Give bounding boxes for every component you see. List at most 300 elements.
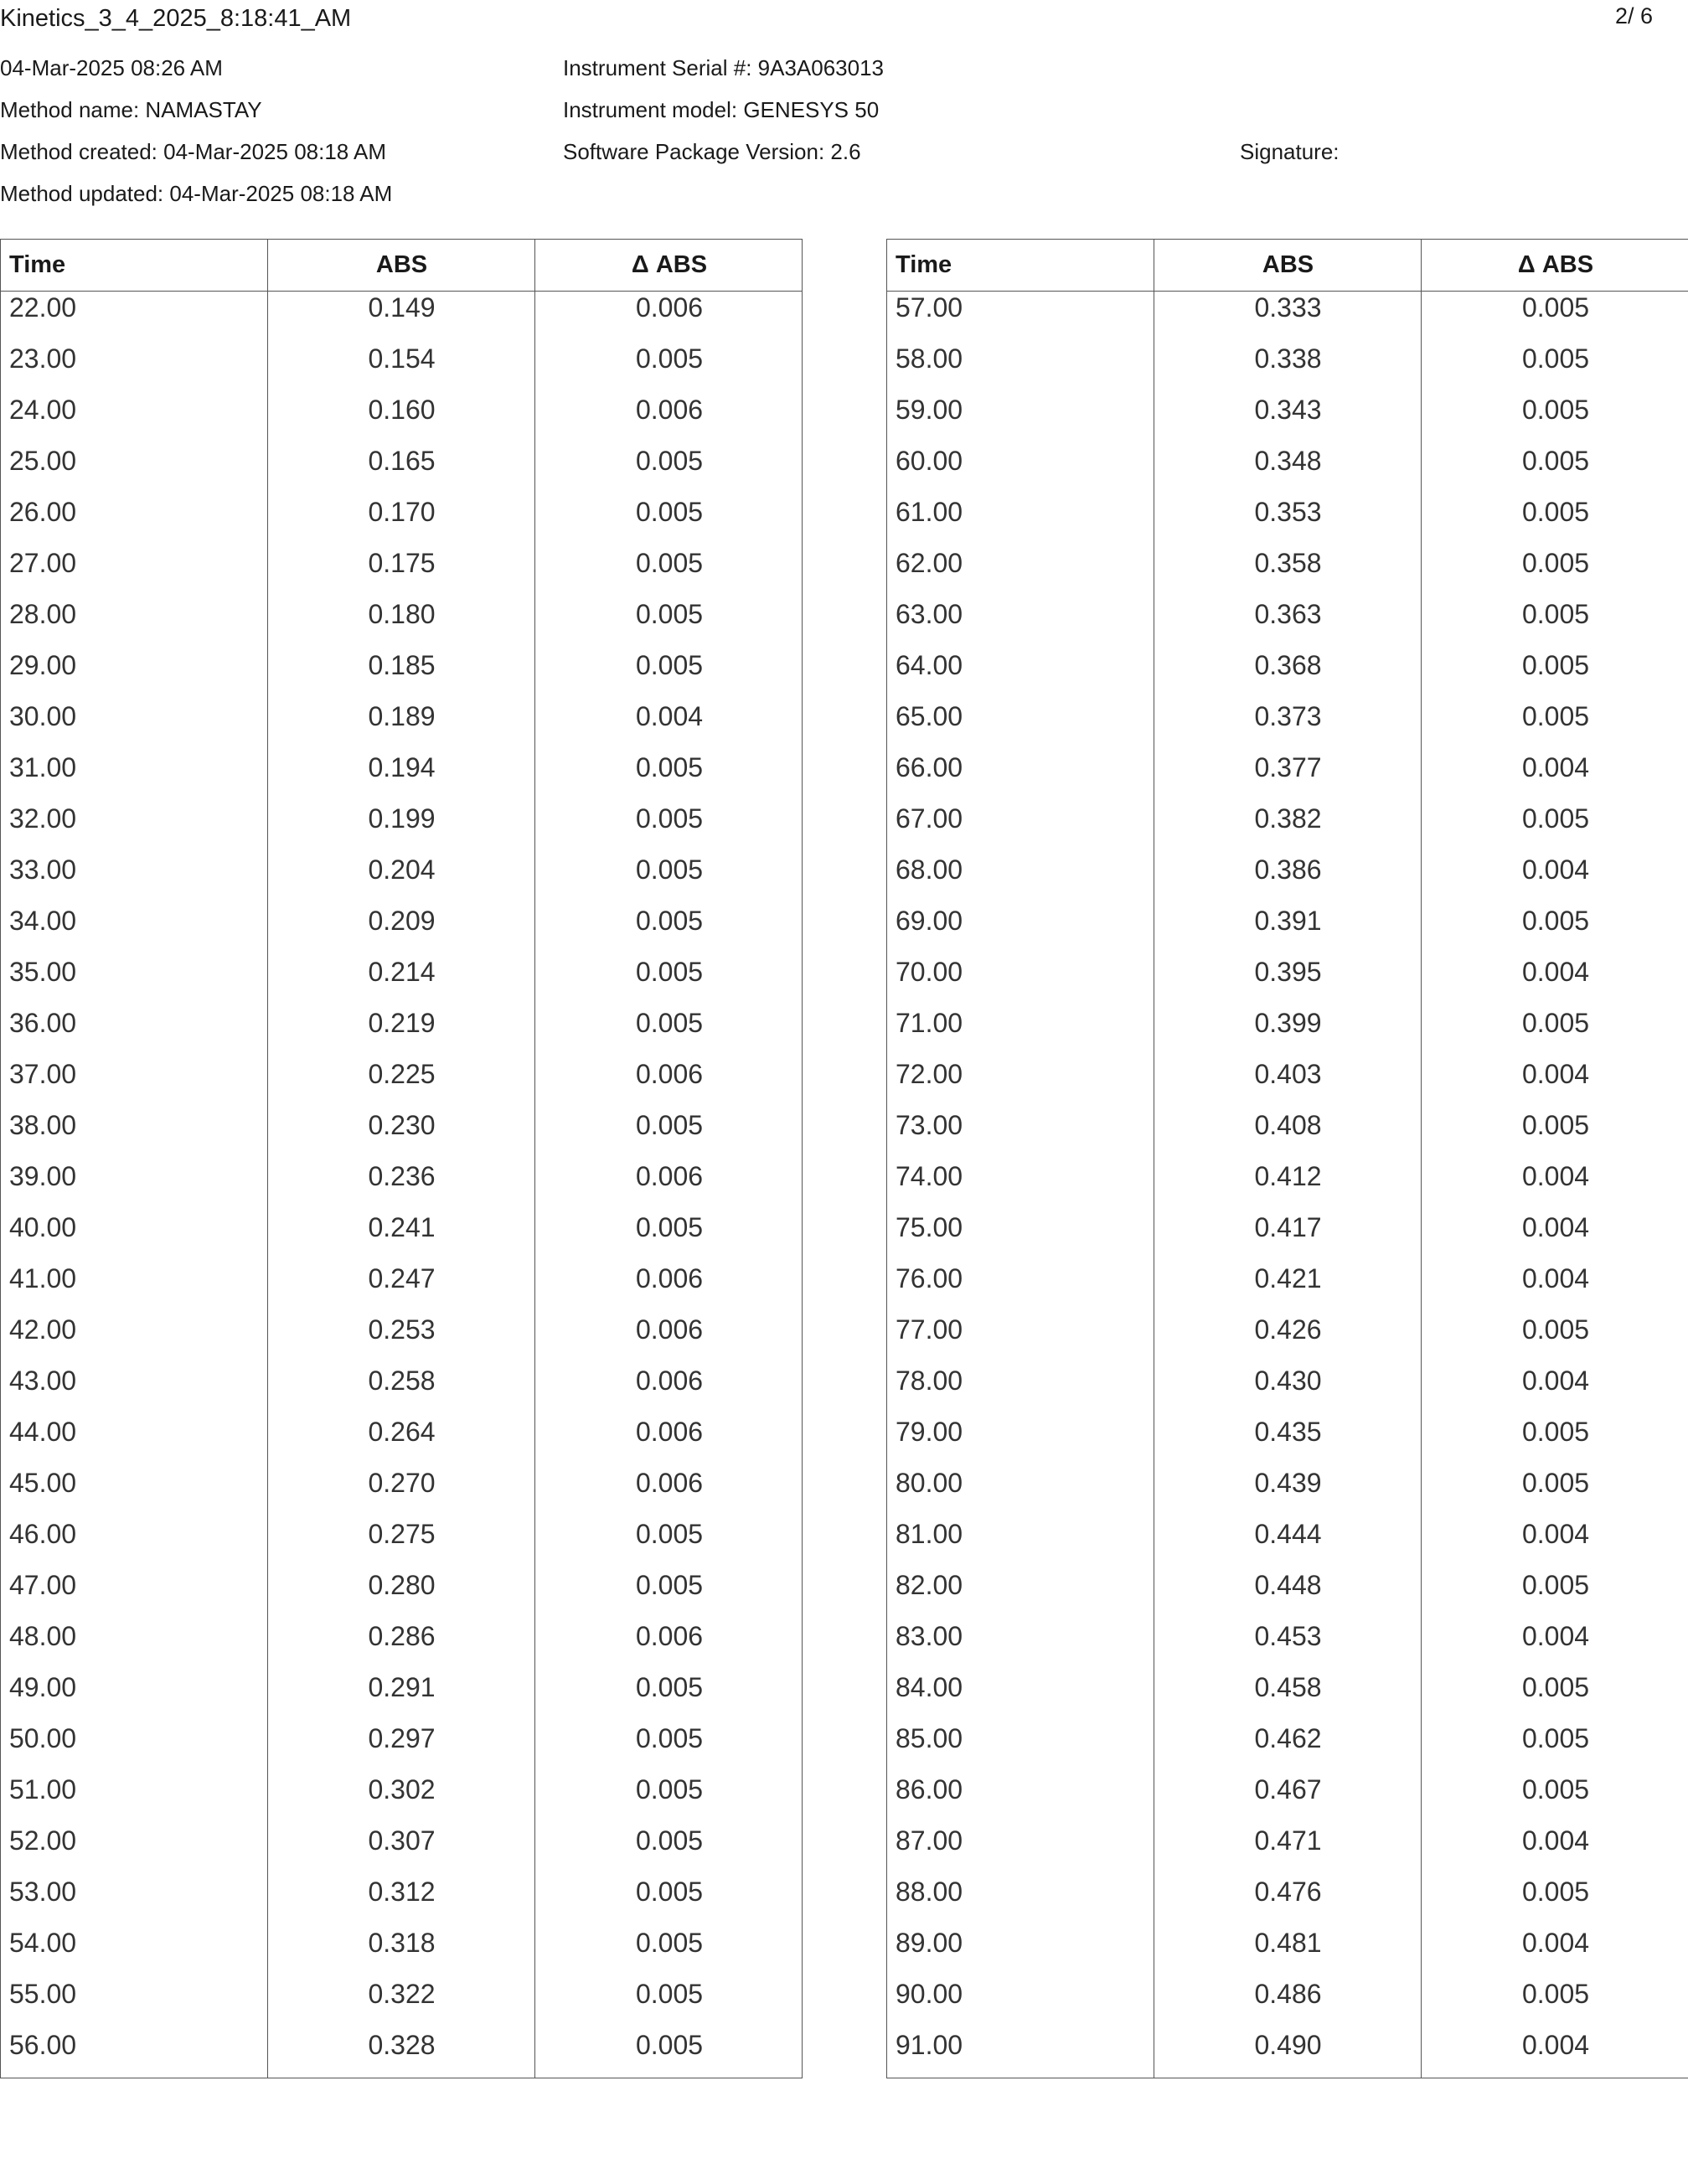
table-row	[887, 1212, 1688, 1263]
delta-abs-cell: 0.005	[1521, 599, 1590, 629]
delta-abs-cell: 0.005	[635, 803, 704, 834]
column-header-abs: ABS	[1262, 251, 1314, 278]
abs-cell: 0.467	[1254, 1774, 1322, 1805]
abs-cell: 0.338	[1254, 343, 1322, 374]
time-cell: 53.00	[9, 1877, 77, 1907]
report-title: Kinetics_3_4_2025_8:18:41_AM	[0, 5, 352, 32]
time-cell: 76.00	[896, 1263, 963, 1293]
time-cell: 52.00	[9, 1825, 77, 1856]
table-row	[887, 1417, 1688, 1468]
table-row	[887, 1570, 1688, 1621]
abs-cell: 0.199	[368, 803, 436, 834]
header-divider	[1, 291, 802, 292]
abs-cell: 0.258	[368, 1366, 436, 1396]
method-created: Method created: 04-Mar-2025 08:18 AM	[0, 139, 387, 164]
delta-abs-cell: 0.004	[1521, 1059, 1590, 1089]
page-number: 2/ 6	[1615, 3, 1654, 28]
delta-abs-cell: 0.005	[1521, 1774, 1590, 1805]
time-cell: 35.00	[9, 957, 77, 987]
time-cell: 88.00	[896, 1877, 963, 1907]
table-row	[1, 395, 802, 446]
time-cell: 61.00	[896, 497, 963, 527]
delta-abs-cell: 0.005	[635, 752, 704, 782]
table-row	[887, 2030, 1688, 2081]
table-row	[1, 1212, 802, 1263]
table-row	[887, 1161, 1688, 1212]
method-updated: Method updated: 04-Mar-2025 08:18 AM	[0, 181, 393, 206]
table-row	[1, 1723, 802, 1774]
abs-cell: 0.399	[1254, 1008, 1322, 1038]
abs-cell: 0.275	[368, 1519, 436, 1549]
abs-cell: 0.382	[1254, 803, 1322, 834]
abs-cell: 0.417	[1254, 1212, 1322, 1242]
abs-cell: 0.408	[1254, 1110, 1322, 1140]
table-row	[887, 446, 1688, 497]
abs-cell: 0.448	[1254, 1570, 1322, 1600]
column-header-time: Time	[896, 251, 952, 278]
delta-abs-cell: 0.004	[1521, 1928, 1590, 1958]
delta-abs-cell: 0.005	[635, 1774, 704, 1805]
table-row	[887, 701, 1688, 752]
abs-cell: 0.403	[1254, 1059, 1322, 1089]
time-cell: 22.00	[9, 292, 77, 323]
time-cell: 31.00	[9, 752, 77, 782]
table-row	[887, 1825, 1688, 1877]
abs-cell: 0.471	[1254, 1825, 1322, 1856]
abs-cell: 0.307	[368, 1825, 436, 1856]
abs-cell: 0.426	[1254, 1314, 1322, 1345]
table-row	[887, 292, 1688, 343]
abs-cell: 0.490	[1254, 2030, 1322, 2060]
abs-cell: 0.386	[1254, 854, 1322, 885]
table-row	[1, 1314, 802, 1366]
time-cell: 79.00	[896, 1417, 963, 1447]
delta-abs-cell: 0.005	[635, 1928, 704, 1958]
table-row	[1, 599, 802, 650]
delta-abs-cell: 0.004	[1521, 1366, 1590, 1396]
table-row	[887, 1877, 1688, 1928]
time-cell: 29.00	[9, 650, 77, 680]
delta-abs-cell: 0.005	[1521, 497, 1590, 527]
abs-cell: 0.430	[1254, 1366, 1322, 1396]
abs-cell: 0.412	[1254, 1161, 1322, 1191]
time-cell: 30.00	[9, 701, 77, 731]
time-cell: 87.00	[896, 1825, 963, 1856]
column-header-time: Time	[9, 251, 66, 278]
abs-cell: 0.280	[368, 1570, 436, 1600]
table-row	[1, 1519, 802, 1570]
time-cell: 91.00	[896, 2030, 963, 2060]
delta-abs-cell: 0.005	[1521, 548, 1590, 578]
table-row	[887, 599, 1688, 650]
abs-cell: 0.160	[368, 395, 436, 425]
abs-cell: 0.297	[368, 1723, 436, 1753]
time-cell: 46.00	[9, 1519, 77, 1549]
delta-abs-cell: 0.005	[635, 1672, 704, 1702]
abs-cell: 0.180	[368, 599, 436, 629]
delta-abs-cell: 0.004	[1521, 1621, 1590, 1651]
time-cell: 27.00	[9, 548, 77, 578]
table-row	[1, 1059, 802, 1110]
header-divider	[887, 291, 1688, 292]
time-cell: 65.00	[896, 701, 963, 731]
delta-abs-cell: 0.005	[1521, 1877, 1590, 1907]
delta-abs-cell: 0.005	[635, 650, 704, 680]
table-row	[1, 1110, 802, 1161]
time-cell: 38.00	[9, 1110, 77, 1140]
delta-abs-cell: 0.005	[1521, 1008, 1590, 1038]
delta-abs-cell: 0.005	[635, 1877, 704, 1907]
abs-cell: 0.458	[1254, 1672, 1322, 1702]
delta-abs-cell: 0.005	[1521, 1314, 1590, 1345]
table-row	[1, 1621, 802, 1672]
time-cell: 67.00	[896, 803, 963, 834]
time-cell: 54.00	[9, 1928, 77, 1958]
abs-cell: 0.453	[1254, 1621, 1322, 1651]
abs-cell: 0.486	[1254, 1979, 1322, 2009]
time-cell: 82.00	[896, 1570, 963, 1600]
software-version: Software Package Version: 2.6	[563, 139, 861, 164]
time-cell: 84.00	[896, 1672, 963, 1702]
abs-cell: 0.322	[368, 1979, 436, 2009]
delta-abs-cell: 0.004	[1521, 1263, 1590, 1293]
table-row	[1, 1825, 802, 1877]
table-row	[1, 1263, 802, 1314]
delta-abs-cell: 0.005	[1521, 1672, 1590, 1702]
time-cell: 43.00	[9, 1366, 77, 1396]
table-row	[1, 292, 802, 343]
delta-abs-cell: 0.006	[635, 395, 704, 425]
abs-cell: 0.204	[368, 854, 436, 885]
delta-abs-cell: 0.005	[1521, 1417, 1590, 1447]
delta-abs-cell: 0.005	[1521, 1979, 1590, 2009]
abs-cell: 0.462	[1254, 1723, 1322, 1753]
time-cell: 83.00	[896, 1621, 963, 1651]
delta-abs-cell: 0.005	[635, 343, 704, 374]
delta-abs-cell: 0.005	[635, 1519, 704, 1549]
abs-cell: 0.395	[1254, 957, 1322, 987]
kinetics-table-left	[0, 239, 803, 2078]
abs-cell: 0.236	[368, 1161, 436, 1191]
table-row	[1, 650, 802, 701]
table-row	[887, 1314, 1688, 1366]
delta-abs-cell: 0.006	[635, 1263, 704, 1293]
abs-cell: 0.247	[368, 1263, 436, 1293]
abs-cell: 0.219	[368, 1008, 436, 1038]
delta-abs-cell: 0.005	[1521, 395, 1590, 425]
abs-cell: 0.291	[368, 1672, 436, 1702]
table-row	[1, 548, 802, 599]
abs-cell: 0.343	[1254, 395, 1322, 425]
abs-cell: 0.165	[368, 446, 436, 476]
table-row	[887, 854, 1688, 906]
table-row	[1, 1417, 802, 1468]
kinetics-table-right	[886, 239, 1688, 2078]
time-cell: 62.00	[896, 548, 963, 578]
time-cell: 40.00	[9, 1212, 77, 1242]
report-datetime: 04-Mar-2025 08:26 AM	[0, 55, 223, 80]
abs-cell: 0.444	[1254, 1519, 1322, 1549]
time-cell: 57.00	[896, 292, 963, 323]
time-cell: 81.00	[896, 1519, 963, 1549]
abs-cell: 0.270	[368, 1468, 436, 1498]
abs-cell: 0.154	[368, 343, 436, 374]
delta-abs-cell: 0.005	[635, 1110, 704, 1140]
delta-abs-cell: 0.005	[1521, 343, 1590, 374]
delta-abs-cell: 0.004	[1521, 854, 1590, 885]
delta-abs-cell: 0.005	[635, 446, 704, 476]
delta-abs-cell: 0.005	[1521, 701, 1590, 731]
table-row	[1, 701, 802, 752]
time-cell: 70.00	[896, 957, 963, 987]
time-cell: 66.00	[896, 752, 963, 782]
delta-abs-cell: 0.005	[635, 906, 704, 936]
table-row	[887, 1008, 1688, 1059]
delta-abs-cell: 0.005	[1521, 1570, 1590, 1600]
time-cell: 37.00	[9, 1059, 77, 1089]
time-cell: 58.00	[896, 343, 963, 374]
delta-abs-cell: 0.005	[635, 1212, 704, 1242]
abs-cell: 0.302	[368, 1774, 436, 1805]
delta-abs-cell: 0.005	[1521, 292, 1590, 323]
time-cell: 48.00	[9, 1621, 77, 1651]
signature-label: Signature:	[1240, 139, 1340, 164]
table-row	[887, 1110, 1688, 1161]
time-cell: 90.00	[896, 1979, 963, 2009]
delta-abs-cell: 0.006	[635, 1059, 704, 1089]
abs-cell: 0.286	[368, 1621, 436, 1651]
abs-cell: 0.377	[1254, 752, 1322, 782]
time-cell: 25.00	[9, 446, 77, 476]
table-row	[1, 1979, 802, 2030]
delta-abs-cell: 0.004	[1521, 957, 1590, 987]
table-row	[1, 343, 802, 395]
time-cell: 32.00	[9, 803, 77, 834]
table-row	[887, 906, 1688, 957]
table-row	[887, 343, 1688, 395]
abs-cell: 0.328	[368, 2030, 436, 2060]
abs-cell: 0.318	[368, 1928, 436, 1958]
time-cell: 33.00	[9, 854, 77, 885]
time-cell: 89.00	[896, 1928, 963, 1958]
table-row	[1, 803, 802, 854]
table-row	[1, 752, 802, 803]
column-header-abs: ABS	[375, 251, 428, 278]
table-row	[887, 803, 1688, 854]
table-row	[887, 1059, 1688, 1110]
table-row	[1, 497, 802, 548]
table-row	[1, 906, 802, 957]
delta-abs-cell: 0.006	[635, 1366, 704, 1396]
delta-abs-cell: 0.005	[1521, 650, 1590, 680]
abs-cell: 0.353	[1254, 497, 1322, 527]
time-cell: 63.00	[896, 599, 963, 629]
delta-abs-cell: 0.005	[1521, 446, 1590, 476]
delta-abs-cell: 0.004	[1521, 1825, 1590, 1856]
time-cell: 73.00	[896, 1110, 963, 1140]
delta-abs-cell: 0.005	[635, 854, 704, 885]
delta-abs-cell: 0.005	[635, 1008, 704, 1038]
abs-cell: 0.363	[1254, 599, 1322, 629]
time-cell: 59.00	[896, 395, 963, 425]
delta-abs-cell: 0.005	[635, 2030, 704, 2060]
delta-abs-cell: 0.005	[1521, 803, 1590, 834]
abs-cell: 0.185	[368, 650, 436, 680]
abs-cell: 0.373	[1254, 701, 1322, 731]
delta-abs-cell: 0.004	[1521, 2030, 1590, 2060]
abs-cell: 0.421	[1254, 1263, 1322, 1293]
delta-abs-cell: 0.004	[1521, 1519, 1590, 1549]
delta-abs-cell: 0.005	[1521, 1110, 1590, 1140]
column-header-delta-abs: Δ ABS	[631, 251, 708, 278]
table-row	[887, 1519, 1688, 1570]
table-row	[887, 395, 1688, 446]
abs-cell: 0.368	[1254, 650, 1322, 680]
abs-cell: 0.175	[368, 548, 436, 578]
delta-abs-cell: 0.006	[635, 1417, 704, 1447]
abs-cell: 0.312	[368, 1877, 436, 1907]
table-row	[1, 1928, 802, 1979]
table-row	[1, 1570, 802, 1621]
table-row	[1, 446, 802, 497]
method-name: Method name: NAMASTAY	[0, 97, 262, 122]
table-row	[887, 497, 1688, 548]
delta-abs-cell: 0.005	[1521, 1468, 1590, 1498]
abs-cell: 0.241	[368, 1212, 436, 1242]
time-cell: 24.00	[9, 395, 77, 425]
delta-abs-cell: 0.005	[635, 1825, 704, 1856]
table-row	[1, 1366, 802, 1417]
delta-abs-cell: 0.005	[1521, 1723, 1590, 1753]
delta-abs-cell: 0.005	[635, 1979, 704, 2009]
abs-cell: 0.253	[368, 1314, 436, 1345]
time-cell: 77.00	[896, 1314, 963, 1345]
delta-abs-cell: 0.004	[1521, 1161, 1590, 1191]
time-cell: 26.00	[9, 497, 77, 527]
abs-cell: 0.214	[368, 957, 436, 987]
time-cell: 55.00	[9, 1979, 77, 2009]
table-row	[887, 1928, 1688, 1979]
time-cell: 80.00	[896, 1468, 963, 1498]
time-cell: 78.00	[896, 1366, 963, 1396]
instrument-model: Instrument model: GENESYS 50	[563, 97, 880, 122]
abs-cell: 0.194	[368, 752, 436, 782]
time-cell: 85.00	[896, 1723, 963, 1753]
delta-abs-cell: 0.005	[1521, 906, 1590, 936]
time-cell: 41.00	[9, 1263, 77, 1293]
table-row	[887, 1672, 1688, 1723]
table-row	[887, 957, 1688, 1008]
delta-abs-cell: 0.006	[635, 1161, 704, 1191]
delta-abs-cell: 0.006	[635, 1621, 704, 1651]
abs-cell: 0.333	[1254, 292, 1322, 323]
abs-cell: 0.209	[368, 906, 436, 936]
abs-cell: 0.481	[1254, 1928, 1322, 1958]
table-row	[1, 1008, 802, 1059]
abs-cell: 0.264	[368, 1417, 436, 1447]
delta-abs-cell: 0.006	[635, 292, 704, 323]
column-header-delta-abs: Δ ABS	[1517, 251, 1594, 278]
table-row	[887, 548, 1688, 599]
time-cell: 45.00	[9, 1468, 77, 1498]
time-cell: 47.00	[9, 1570, 77, 1600]
delta-abs-cell: 0.005	[635, 1570, 704, 1600]
time-cell: 42.00	[9, 1314, 77, 1345]
time-cell: 56.00	[9, 2030, 77, 2060]
table-row	[1, 1161, 802, 1212]
table-row	[1, 1877, 802, 1928]
table-row	[887, 1468, 1688, 1519]
time-cell: 28.00	[9, 599, 77, 629]
table-body	[1, 292, 802, 2081]
abs-cell: 0.358	[1254, 548, 1322, 578]
delta-abs-cell: 0.006	[635, 1468, 704, 1498]
time-cell: 71.00	[896, 1008, 963, 1038]
time-cell: 34.00	[9, 906, 77, 936]
abs-cell: 0.348	[1254, 446, 1322, 476]
delta-abs-cell: 0.004	[1521, 752, 1590, 782]
time-cell: 75.00	[896, 1212, 963, 1242]
time-cell: 68.00	[896, 854, 963, 885]
abs-cell: 0.149	[368, 292, 436, 323]
instrument-serial: Instrument Serial #: 9A3A063013	[563, 55, 885, 80]
table-row	[887, 752, 1688, 803]
time-cell: 50.00	[9, 1723, 77, 1753]
time-cell: 23.00	[9, 343, 77, 374]
time-cell: 49.00	[9, 1672, 77, 1702]
table-body	[887, 292, 1688, 2081]
table-row	[887, 1366, 1688, 1417]
time-cell: 39.00	[9, 1161, 77, 1191]
time-cell: 72.00	[896, 1059, 963, 1089]
abs-cell: 0.435	[1254, 1417, 1322, 1447]
time-cell: 60.00	[896, 446, 963, 476]
table-row	[887, 650, 1688, 701]
delta-abs-cell: 0.005	[635, 548, 704, 578]
table-row	[1, 1774, 802, 1825]
time-cell: 86.00	[896, 1774, 963, 1805]
table-row	[1, 1468, 802, 1519]
abs-cell: 0.391	[1254, 906, 1322, 936]
table-row	[1, 957, 802, 1008]
table-row	[887, 1621, 1688, 1672]
table-row	[1, 1672, 802, 1723]
delta-abs-cell: 0.005	[635, 599, 704, 629]
abs-cell: 0.225	[368, 1059, 436, 1089]
time-cell: 74.00	[896, 1161, 963, 1191]
table-row	[1, 854, 802, 906]
abs-cell: 0.230	[368, 1110, 436, 1140]
delta-abs-cell: 0.004	[635, 701, 704, 731]
delta-abs-cell: 0.005	[635, 957, 704, 987]
delta-abs-cell: 0.006	[635, 1314, 704, 1345]
table-row	[887, 1979, 1688, 2030]
delta-abs-cell: 0.005	[635, 1723, 704, 1753]
abs-cell: 0.189	[368, 701, 436, 731]
time-cell: 51.00	[9, 1774, 77, 1805]
time-cell: 36.00	[9, 1008, 77, 1038]
table-row	[1, 2030, 802, 2081]
delta-abs-cell: 0.004	[1521, 1212, 1590, 1242]
table-row	[887, 1774, 1688, 1825]
delta-abs-cell: 0.005	[635, 497, 704, 527]
abs-cell: 0.476	[1254, 1877, 1322, 1907]
table-row	[887, 1263, 1688, 1314]
abs-cell: 0.439	[1254, 1468, 1322, 1498]
abs-cell: 0.170	[368, 497, 436, 527]
time-cell: 69.00	[896, 906, 963, 936]
table-row	[887, 1723, 1688, 1774]
